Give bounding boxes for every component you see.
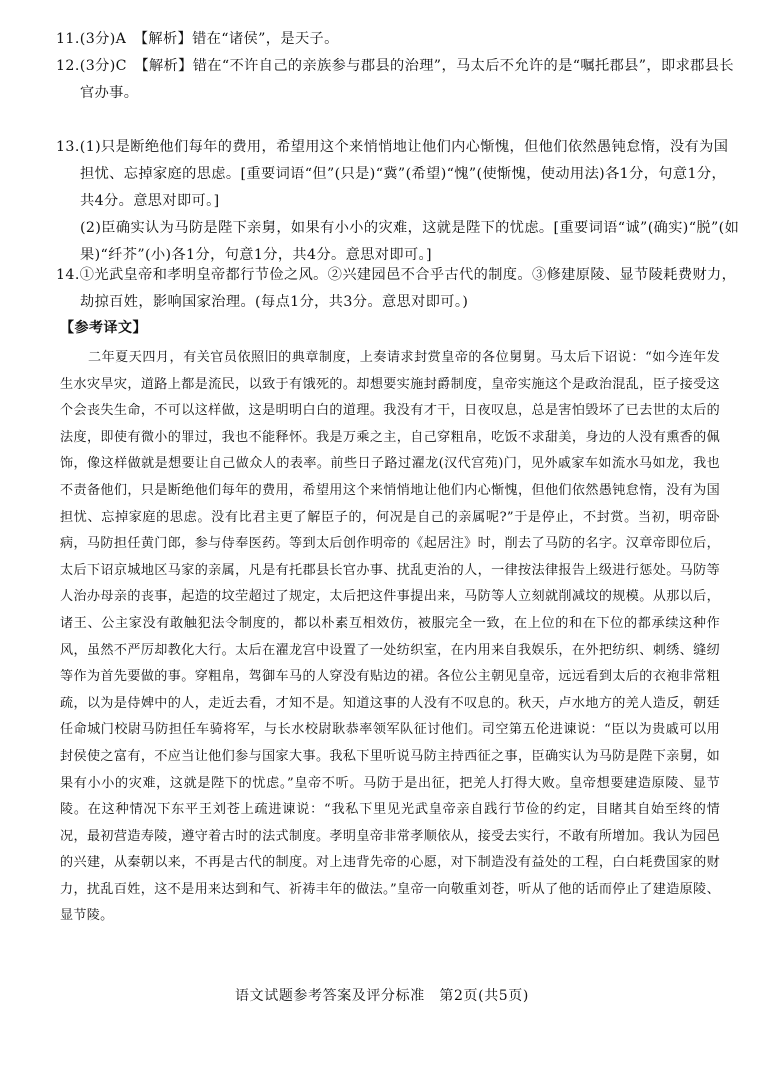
translation-heading: 【参考译文】 [60,320,147,336]
page-footer: 语文试题参考答案及评分标准 第2页(共5页) [235,988,529,1004]
translation-body: 二年夏天四月，有关官员依照旧的典章制度，上奏请求封赏皇帝的各位舅舅。马太后下诏说：“如今连年发生水灾旱灾，道路上都是流民，以致于有饿死的。却想要实施封爵制度，皇帝实施这个是政治混乱，臣子接受这个会丧失生命，不可以这样做，这是明明白白的道理。我没有才干，日夜叹息，总是害怕毁坏了已去世的太后的法度，即使有微小的罪过，我也不能释怀。我是万乘之主，自己穿粗帛，吃饭不求甜美，身边的人没有熏香的佩饰，像这样做就是想要让自己做众人的表率。前些日子路过濯龙(汉代宫苑)门，见外戚家车如流水马如龙，我也不责备他们，只是断绝他们每年的费用，希望用这个来悄悄地让他们内心惭愧，但他们依然愚钝怠惰，没有为国担忧、忘掉家庭的思虑。没有比君主更了解臣子的，何况是自己的亲属呢?”于是停止，不封赏。当初，明帝卧病，马防担任黄门郎，参与侍奉医药。等到太后创作明帝的《起居注》时，削去了马防的名字。汉章帝即位后，太后下诏京城地区马家的亲属，凡是有托郡县长官办事、扰乱吏治的人，一律按法律报告上级进行惩处。马防等人治办母亲的丧事，起造的坟茔超过了规定，太后把这件事提出来，马防等人立刻就削减坟的规模。从那以后，诸王、公主家没有敢触犯法令制度的，都以朴素互相效仿，被服完全一致，在上位的和在下位的都承续这种作风，虽然不严厉却教化大行。太后在濯龙宫中设置了一处纺织室，在内用来自我娱乐，在外把纺织、刺绣、缝纫等作为首先要做的事。穿粗帛，驾御车马的人穿没有贴边的裙。各位公主朝见皇帝，远远看到太后的衣袍非常粗疏，以为是侍婢中的人，走近去看，才知不是。知道这事的人没有不叹息的。秋天，卢水地方的羌人造反，朝廷任命城门校尉马防担任车骑将军，与长水校尉耿恭率领军队征讨他们。司空第五伦进谏说：“臣以为贵戚可以用封侯使之富有，不应当让他们参与国家大事。我私下里听说马防主持西征之事，臣确实认为马防是陛下亲舅，如果有小小的灾难，这就是陛下的忧虑。”皇帝不听。马防于是出征，把羌人打得大败。皇帝想要建造原陵、显节陵。在这种情况下东平王刘苍上疏进谏说：“我私下里见光武皇帝亲自践行节俭的约定，目睹其自始至终的情况，最初营造寿陵，遵守着古时的法式制度。孝明皇帝非常孝顺依从，接受去实行，不敢有所增加。我认为园邑的兴建，从秦朝以来，不再是古代的制度。对上违背先帝的心愿，对下制造没有益处的工程，白白耗费国家的财力，扰乱百姓，这不是用来达到和气、祈祷丰年的做法。”皇帝一向敬重刘苍，听从了他的话而停止了建造原陵、显节陵。 [60,350,720,924]
answer-q13-part2: (2)臣确实认为马防是陛下亲舅，如果有小小的灾难，这就是陛下的忧虑。[重要词语“诚”(确实)“脱”(如果)“纤芥”(小)各1分，句意1分，共4分。意思对即可。] [80,220,740,263]
answer-q14: 14.①光武皇帝和孝明皇帝都行节俭之风。②兴建园邑不合乎古代的制度。③修建原陵、显节陵耗费财力，劫掠百姓，影响国家治理。(每点1分，共3分。意思对即可。) [56,267,737,310]
answer-q13-part1: 13.(1)只是断绝他们每年的费用，希望用这个来悄悄地让他们内心惭愧，但他们依然愚钝怠惰，没有为国担忧、忘掉家庭的思虑。[重要词语“但”(只是)“冀”(希望)“愧”(使惭愧，使动用法)各1分，句意1分，共4分。意思对即可。] [56,139,729,209]
answer-q11: 11.(3分)A 【解析】错在“诸侯”，是天子。 [56,31,339,47]
answer-q12: 12.(3分)C 【解析】错在“不许自己的亲族参与郡县的治理”，马太后不允许的是“嘱托郡县”，即求郡县长官办事。 [56,58,734,101]
